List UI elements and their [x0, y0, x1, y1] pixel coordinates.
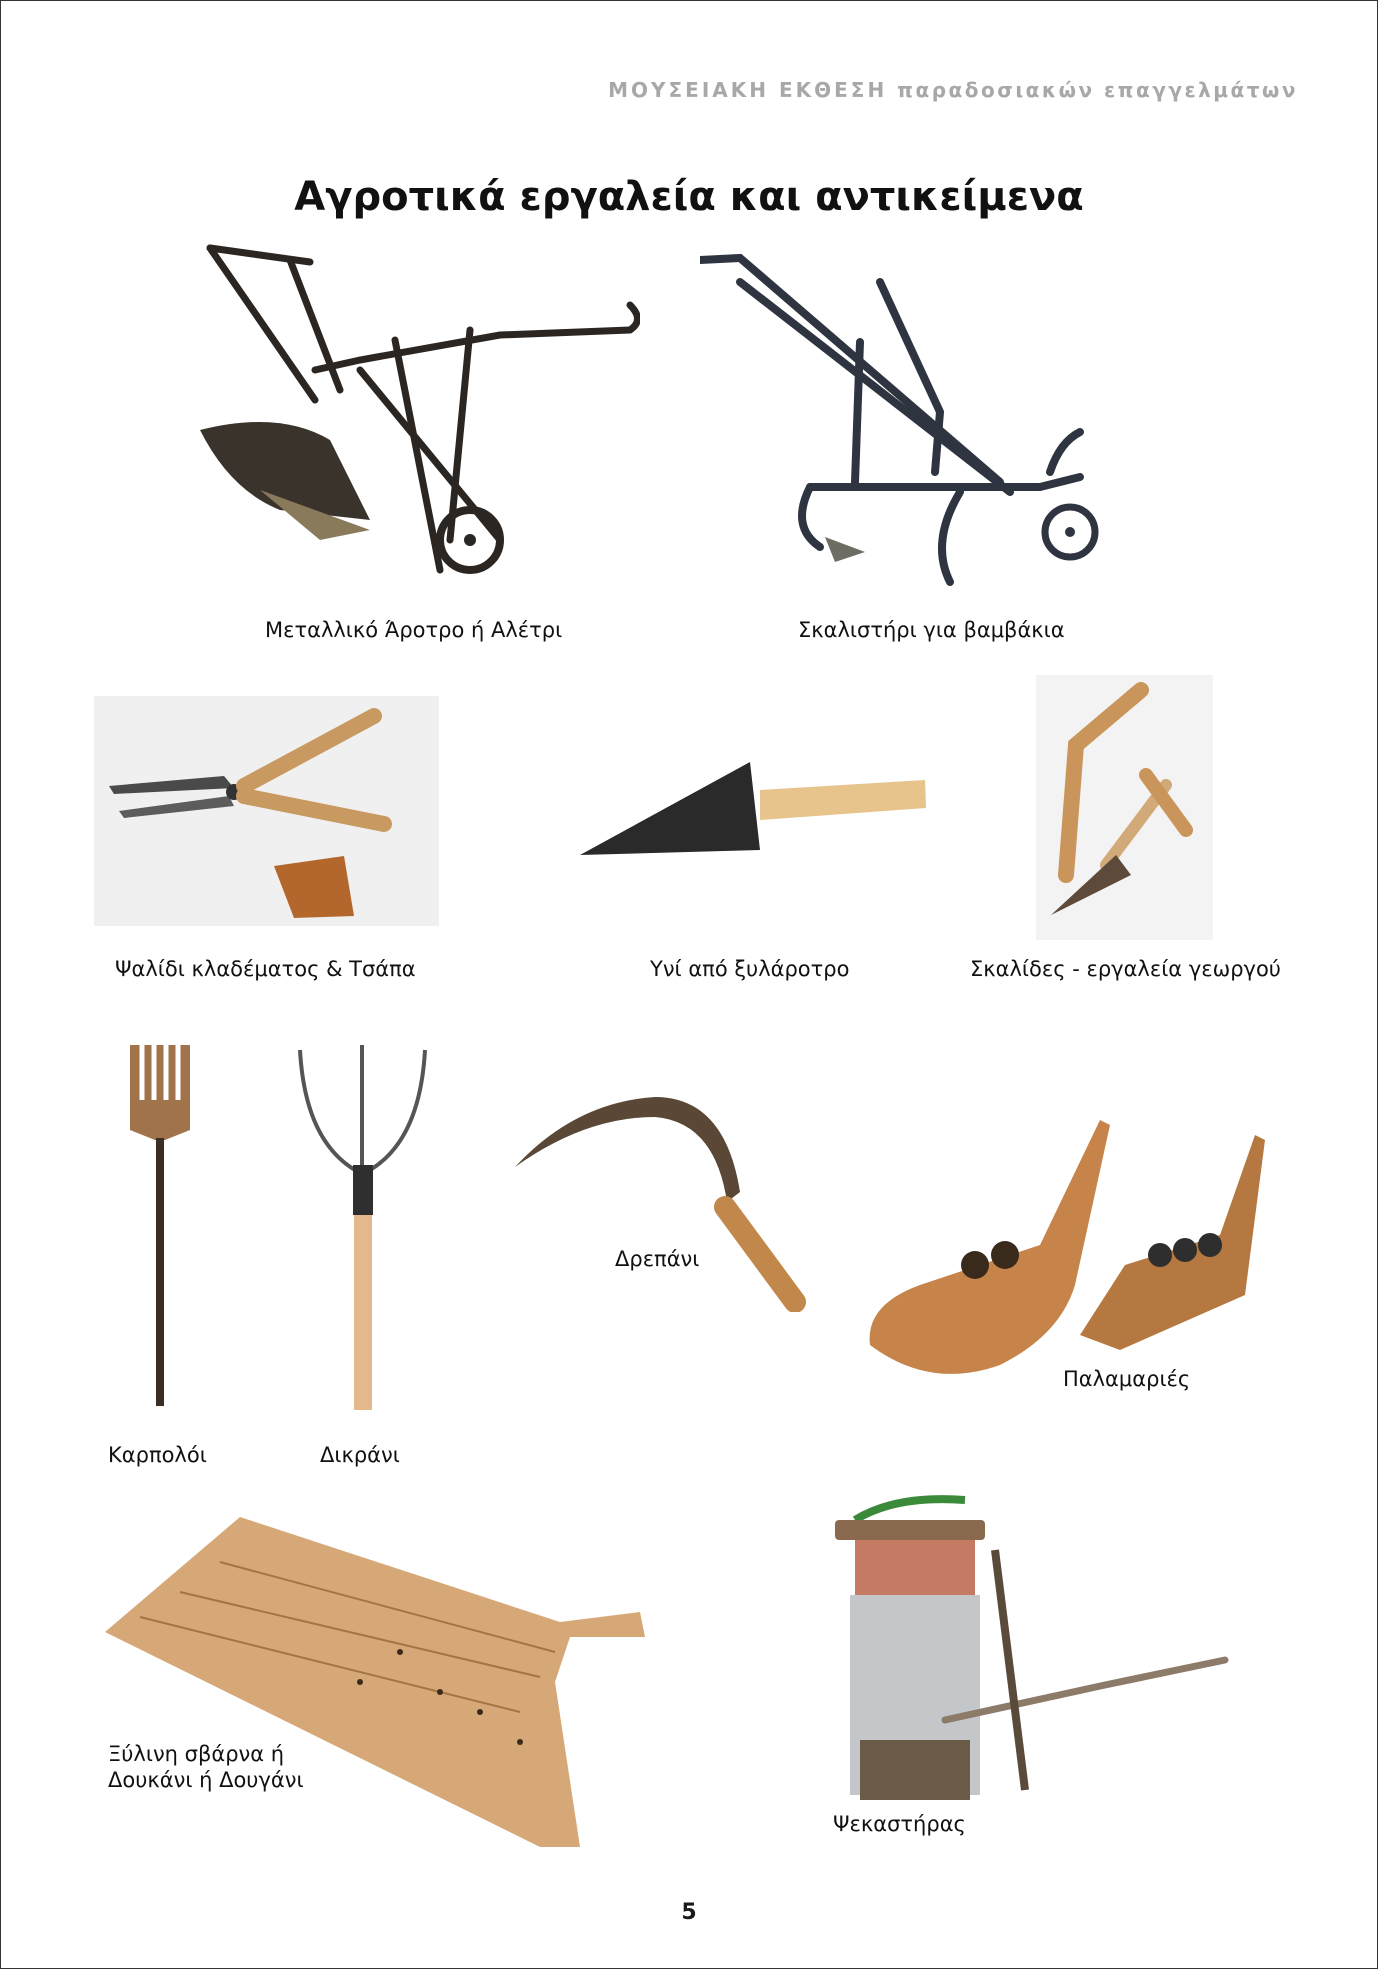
header-caps: ΜΟΥΣΕΙΑΚΗ ΕΚΘΕΣΗ — [608, 78, 888, 102]
page-header — [608, 78, 1298, 102]
ploughshare-caption: Υνί από ξυλάροτρο — [650, 957, 850, 981]
sprayer-image — [805, 1490, 1230, 1810]
pitchfork-image — [295, 1040, 430, 1415]
ploughshare-image — [580, 750, 930, 870]
threshing-board-image — [100, 1512, 645, 1852]
sickle-caption: Δρεπάνι — [615, 1247, 700, 1271]
rake-image — [120, 1040, 200, 1410]
page-number: 5 — [681, 1900, 697, 1925]
shears-caption: Ψαλίδι κλαδέματος & Τσάπα — [115, 957, 416, 981]
cultivator-caption: Σκαλιστήρι για βαμβάκια — [798, 618, 1065, 642]
shears-image — [94, 696, 439, 926]
palamaries-image — [860, 1105, 1275, 1385]
page-title: Αγροτικά εργαλεία και αντικείμενα — [294, 174, 1084, 220]
plough-image — [200, 240, 640, 600]
rake-caption: Καρπολόι — [108, 1443, 207, 1467]
threshing-board-caption-1: Ξύλινη σβάρνα ή — [108, 1742, 285, 1766]
plough-caption: Μεταλλικό Άροτρο ή Αλέτρι — [265, 618, 563, 642]
hoes-image — [1036, 675, 1213, 940]
sickle-image — [515, 1092, 815, 1312]
threshing-board-caption-2: Δουκάνι ή Δουγάνι — [108, 1768, 304, 1792]
sprayer-caption: Ψεκαστήρας — [833, 1812, 966, 1836]
header-subtitle: παραδοσιακών επαγγελμάτων — [897, 78, 1298, 102]
pitchfork-caption: Δικράνι — [320, 1443, 400, 1467]
palamaries-caption: Παλαμαριές — [1063, 1367, 1191, 1391]
hoes-caption: Σκαλίδες - εργαλεία γεωργού — [970, 957, 1281, 981]
cultivator-image — [700, 252, 1140, 592]
